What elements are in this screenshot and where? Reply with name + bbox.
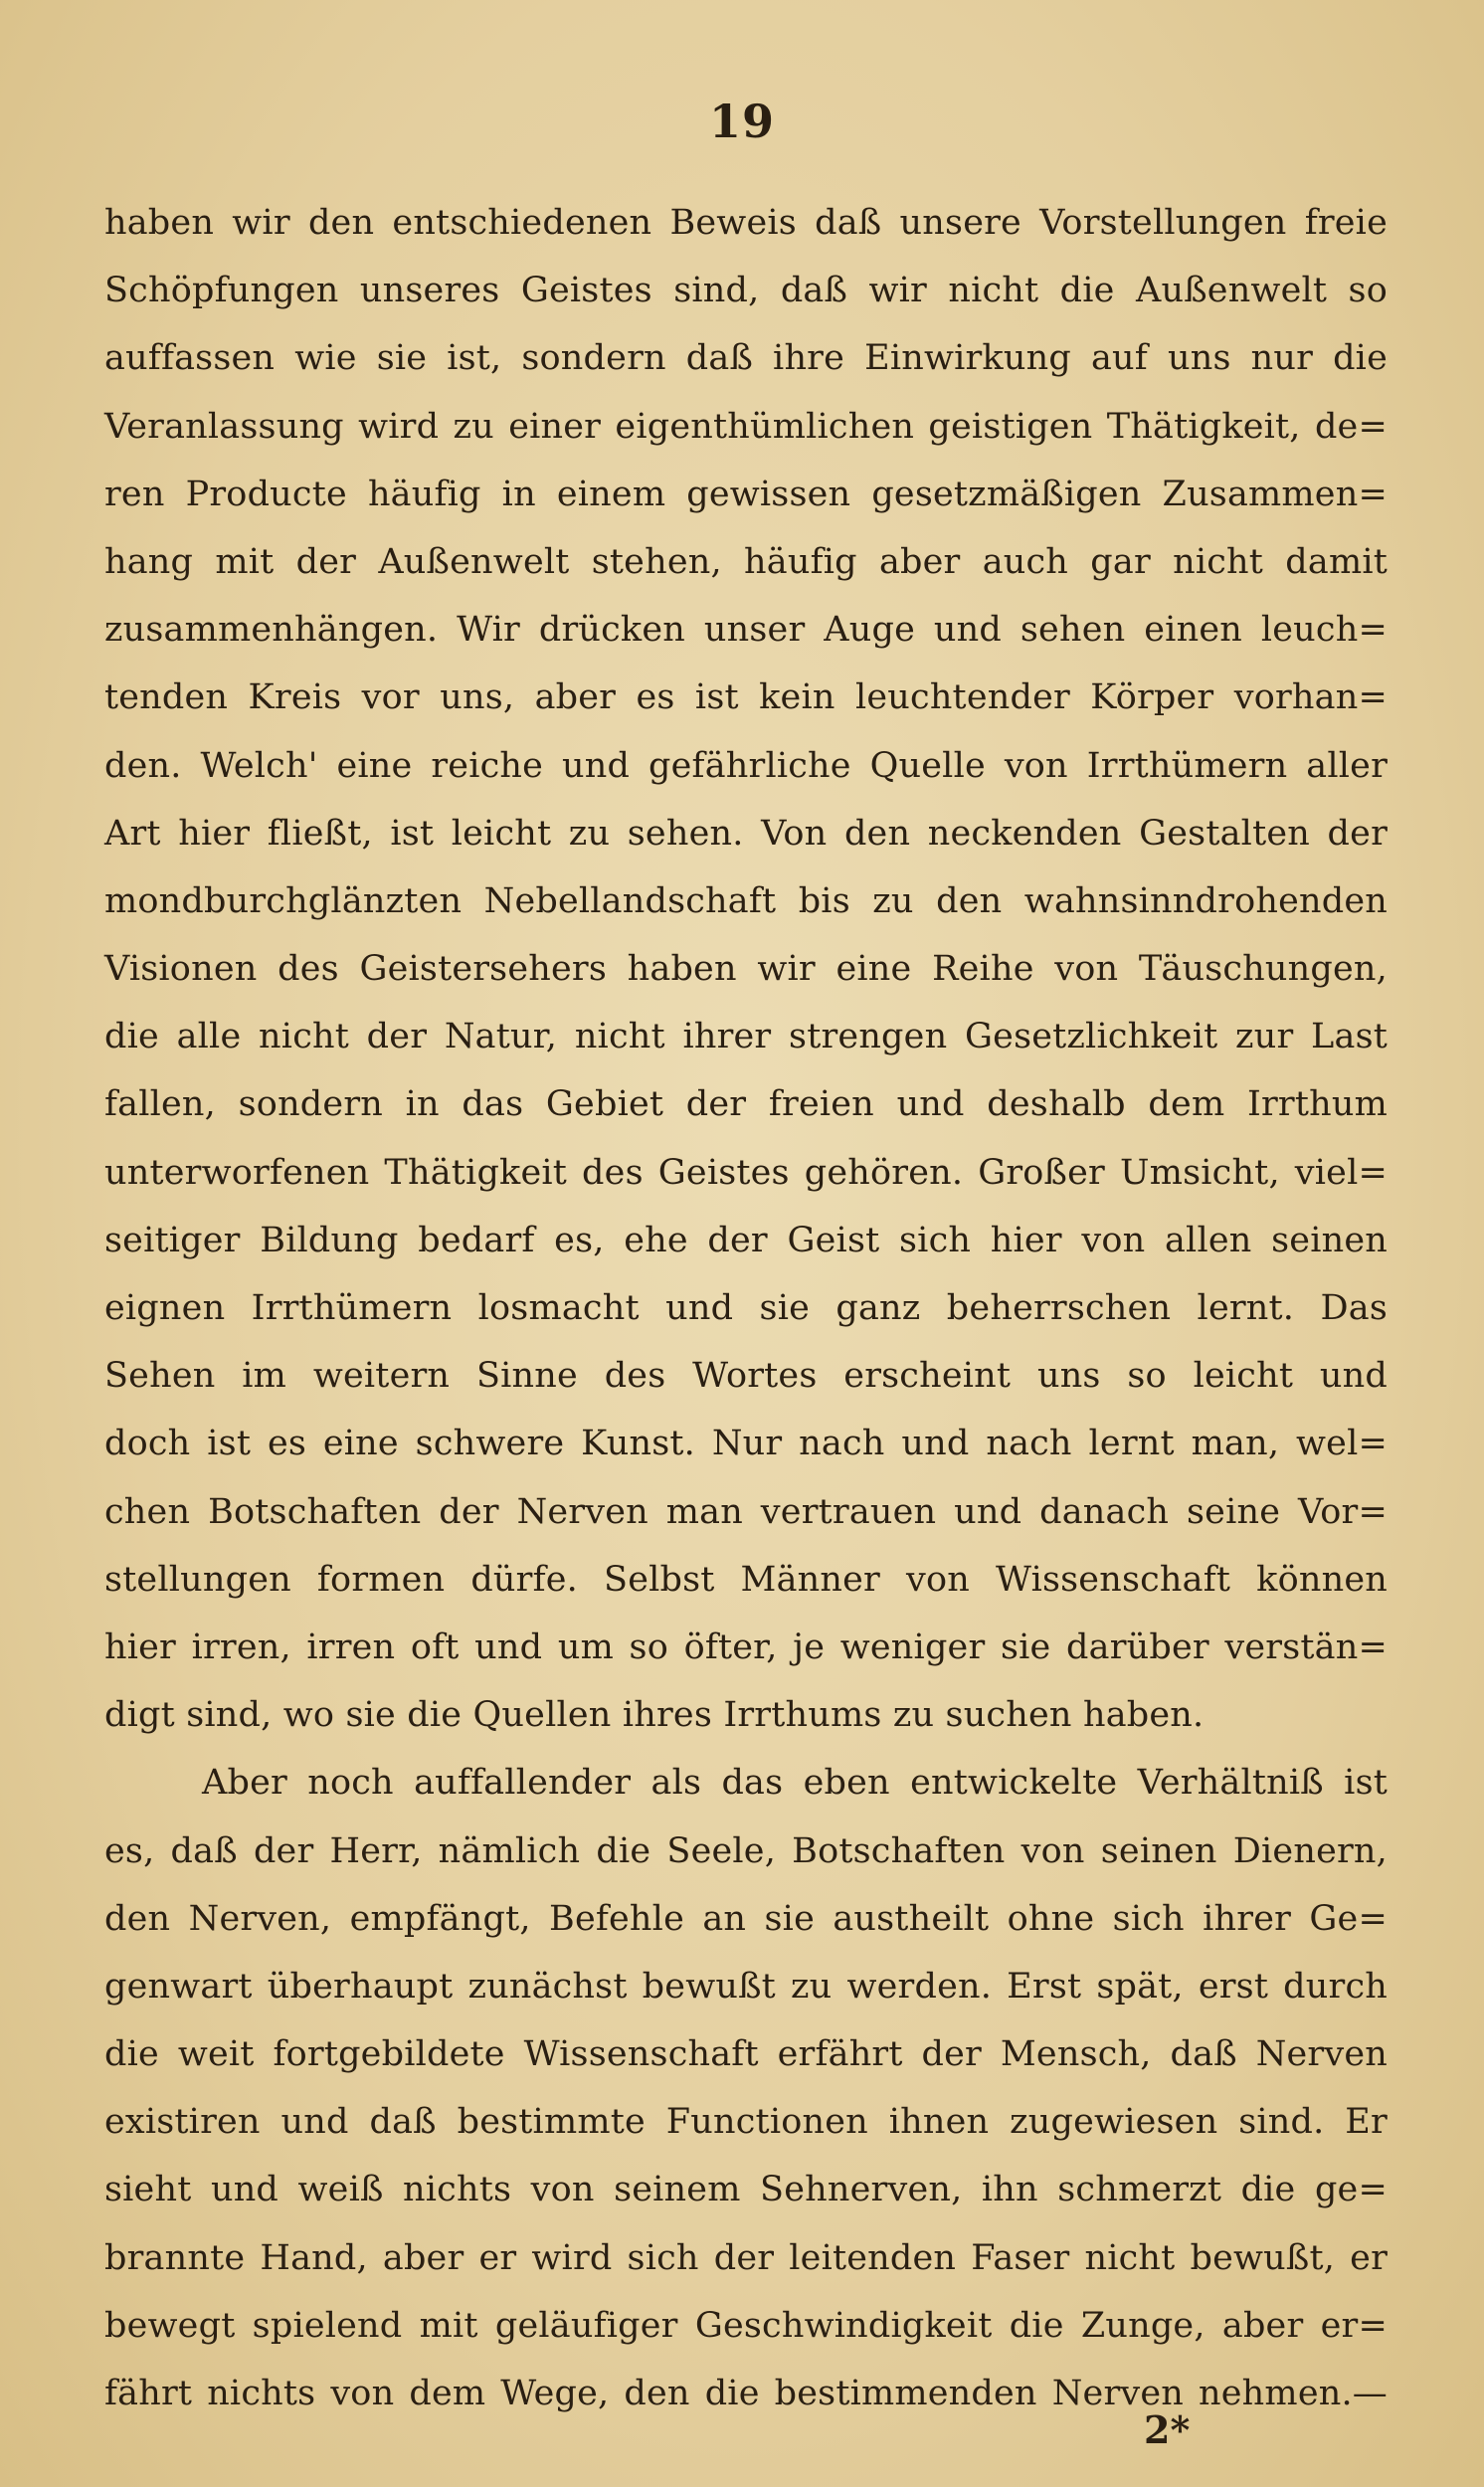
text-line: die alle nicht der Natur, nicht ihrer strengen Gesetzlichkeit zur Last [104,1017,1388,1057]
text-line: eignen Irrthümern losmacht und sie ganz beherrschen lernt. Das [104,1288,1388,1328]
text-line: Schöpfungen unseres Geistes sind, daß wir nicht die Außenwelt so [104,271,1388,311]
text-line: den Nerven, empfängt, Befehle an sie austheilt ohne sich ihrer Ge= [104,1898,1388,1939]
text-line: Sehen im weitern Sinne des Wortes erscheint uns so leicht und [104,1356,1388,1397]
text-line: chen Botschaften der Nerven man vertrauen und danach seine Vor= [104,1491,1388,1532]
text-line: haben wir den entschiedenen Beweis daß unsere Vorstellungen freie [104,203,1388,243]
text-line: ren Producte häufig in einem gewissen gesetzmäßigen Zusammen= [104,474,1388,514]
text-line: existiren und daß bestimmte Functionen ihnen zugewiesen sind. Er [104,2102,1388,2143]
text-line: hier irren, irren oft und um so öfter, je weniger sie darüber verstän= [104,1626,1388,1667]
text-line: Veranlassung wird zu einer eigenthümlichen geistigen Thätigkeit, de= [104,406,1388,447]
text-line: Visionen des Geistersehers haben wir eine Reihe von Täuschungen, [104,949,1388,990]
text-line: auffassen wie sie ist, sondern daß ihre Einwirkung auf uns nur die [104,338,1388,379]
text-line: sieht und weiß nichts von seinem Sehnerven, ihn schmerzt die ge= [104,2170,1388,2210]
text-line: Art hier fließt, ist leicht zu sehen. Von den neckenden Gestalten der [104,813,1388,854]
text-line: digt sind, wo sie die Quellen ihres Irrthums zu suchen haben. [104,1695,1205,1736]
text-line: unterworfenen Thätigkeit des Geistes gehören. Großer Umsicht, viel= [104,1152,1388,1193]
text-line: zusammenhängen. Wir drücken unser Auge und sehen einen leuch= [104,610,1388,651]
body-text [104,189,1388,2427]
text-line: doch ist es eine schwere Kunst. Nur nach und nach lernt man, wel= [104,1424,1388,1464]
text-line: brannte Hand, aber er wird sich der leitenden Faser nicht bewußt, er [104,2237,1388,2278]
text-line: den. Welch' eine reiche und gefährliche Quelle von Irrthümern aller [104,745,1388,786]
text-line: mondburchglänzten Nebellandschaft bis zu den wahnsinndrohenden [104,880,1388,921]
text-line: fährt nichts von dem Wege, den die bestimmenden Nerven nehmen.— [104,2374,1388,2413]
text-line: fallen, sondern in das Gebiet der freien und deshalb dem Irrthum [104,1084,1388,1125]
text-line: genwart überhaupt zunächst bewußt zu werden. Erst spät, erst durch [104,1966,1388,2007]
text-line: hang mit der Außenwelt stehen, häufig aber auch gar nicht damit [104,541,1388,582]
text-line: die weit fortgebildete Wissenschaft erfährt der Mensch, daß Nerven [104,2034,1388,2075]
text-line: seitiger Bildung bedarf es, ehe der Geist sich hier von allen seinen [104,1220,1388,1260]
signature-mark: 2* [1144,2407,1191,2452]
paragraph-start-line: Aber noch auffallender als das eben entwickelte Verhältniß ist [202,1763,1388,1804]
text-line: es, daß der Herr, nämlich die Seele, Botschaften von seinen Dienern, [104,1830,1388,1871]
page-number: 19 [708,95,775,148]
text-line: bewegt spielend mit geläufiger Geschwindigkeit die Zunge, aber er= [104,2305,1388,2346]
text-line: tenden Kreis vor uns, aber es ist kein leuchtender Körper vorhan= [104,677,1388,718]
text-line: stellungen formen dürfe. Selbst Männer von Wissenschaft können [104,1559,1388,1600]
